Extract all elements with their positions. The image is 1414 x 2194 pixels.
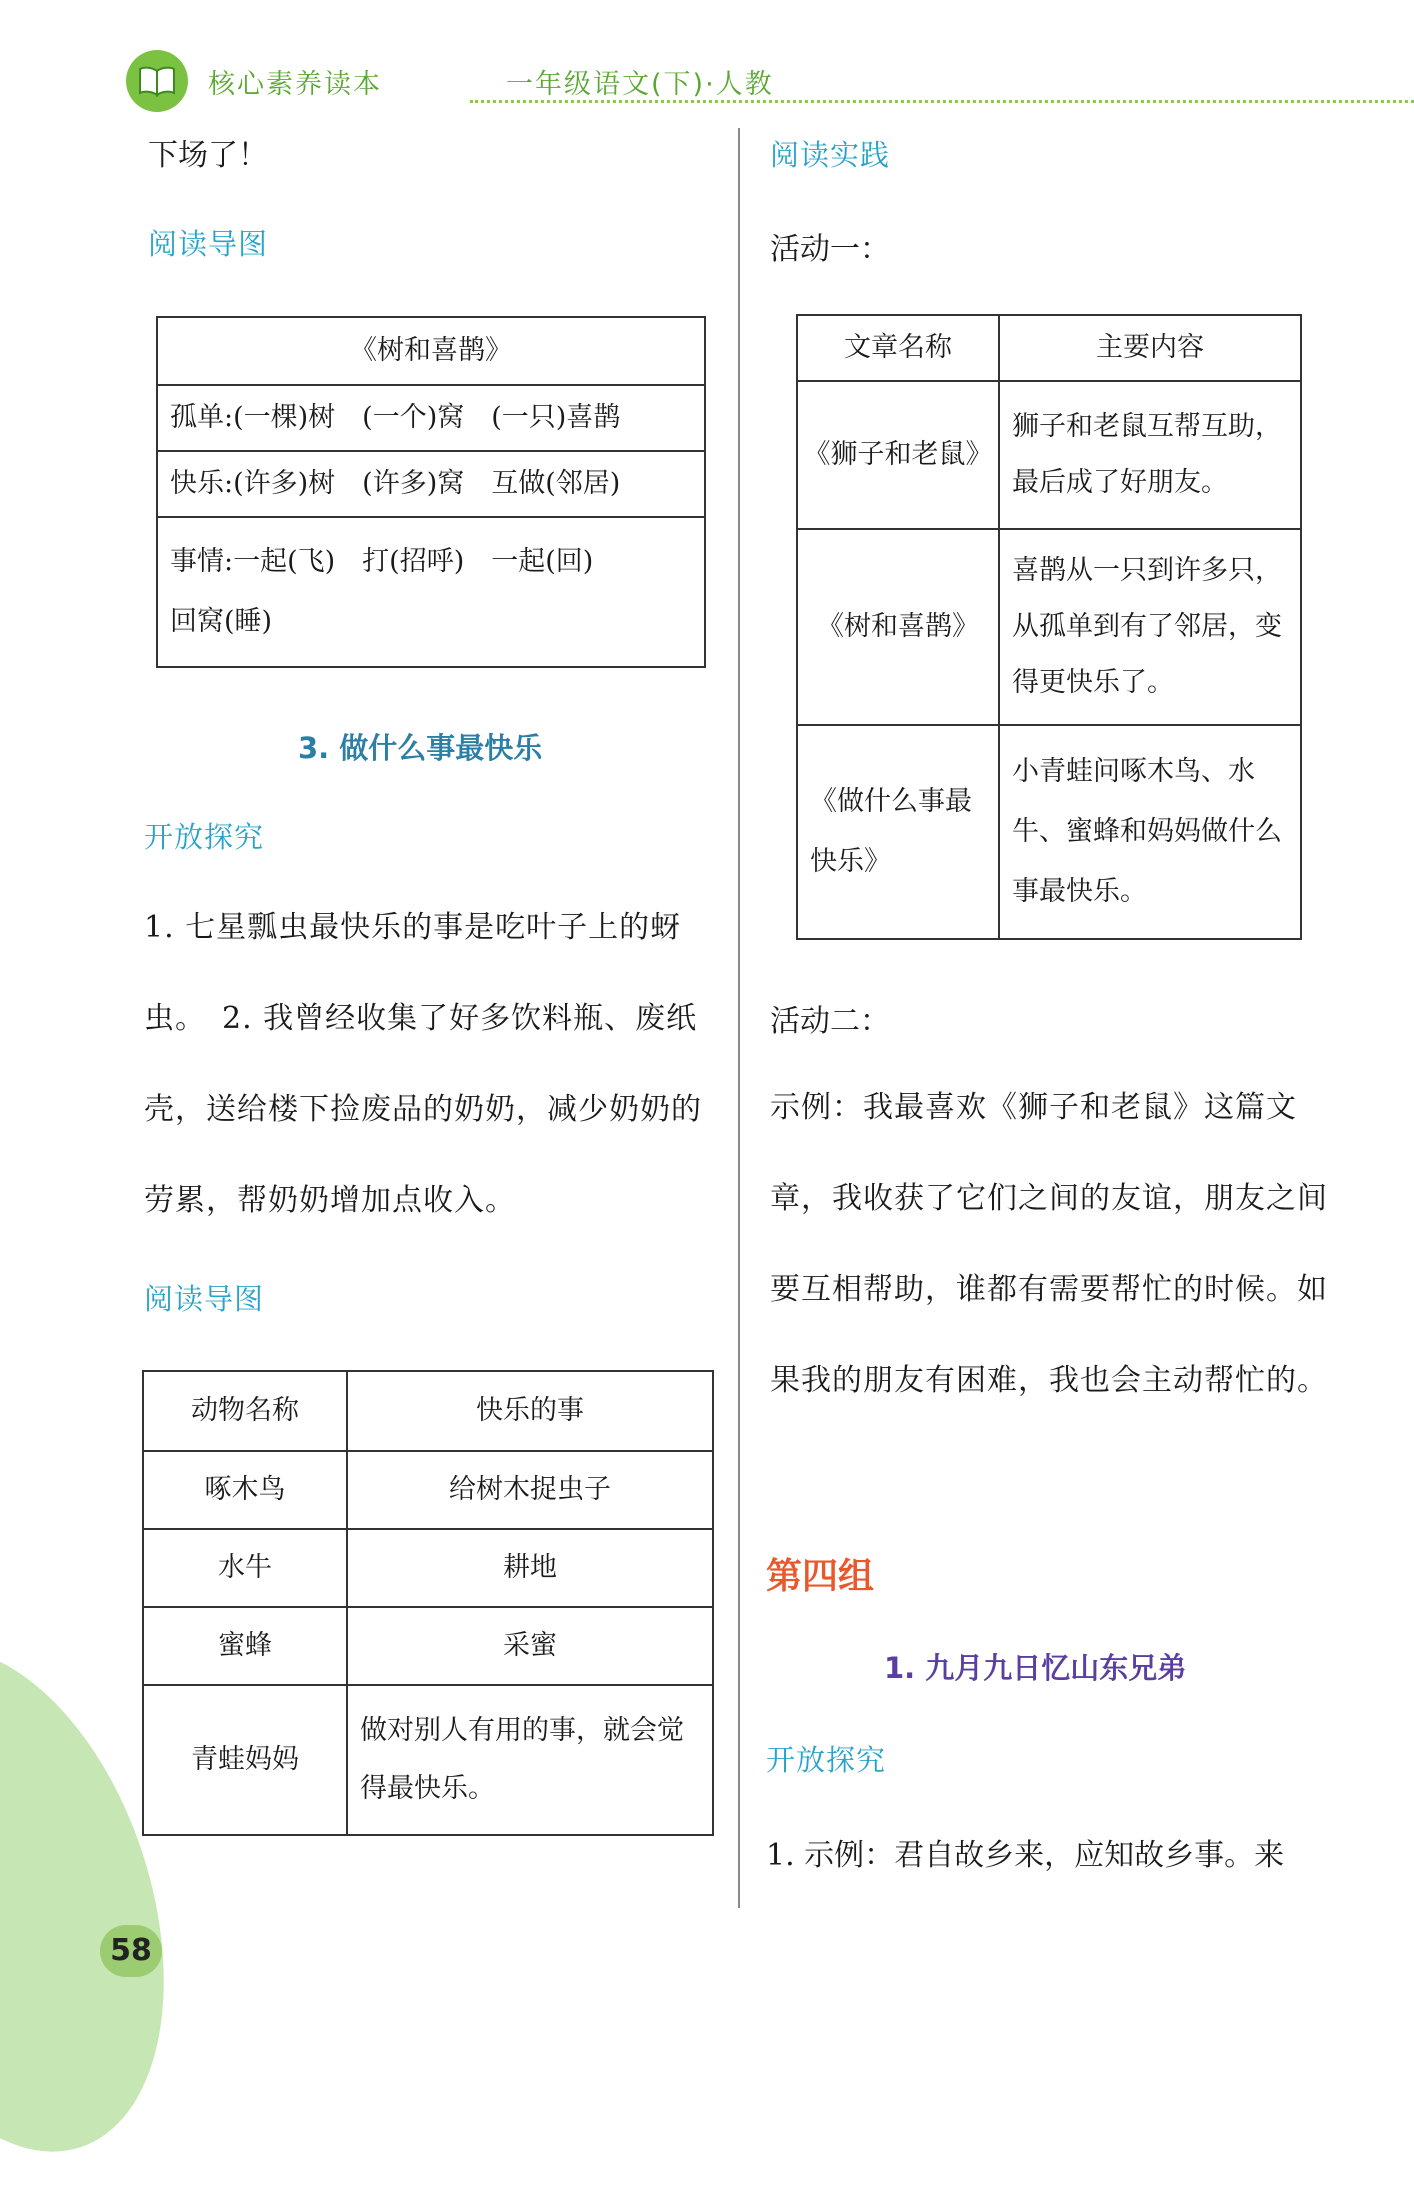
table-row: 孤单:(一棵)树 (一个)窝 (一只)喜鹊 — [157, 385, 705, 451]
article-title-cell: 《狮子和老鼠》 — [797, 381, 999, 529]
joy-cell: 耕地 — [347, 1529, 713, 1607]
open-explore-text-right: 1. 示例：君自故乡来，应知故乡事。来 — [766, 1838, 1285, 1873]
joy-cell: 做对别人有用的事，就会觉得最快乐。 — [347, 1685, 713, 1835]
article-content-cell: 小青蛙问啄木鸟、水牛、蜜蜂和妈妈做什么事最快乐。 — [999, 725, 1301, 939]
animal-cell: 啄木鸟 — [143, 1451, 347, 1529]
article-title-cell: 《做什么事最快乐》 — [797, 725, 999, 939]
col-header-title: 文章名称 — [797, 315, 999, 381]
animal-cell: 蜜蜂 — [143, 1607, 347, 1685]
book-icon — [138, 65, 176, 97]
activity-two-label: 活动二： — [770, 1004, 890, 1039]
header-dotted-rule — [470, 100, 1414, 103]
reading-practice-heading: 阅读实践 — [770, 138, 891, 172]
lesson-title: 3. 做什么事最快乐 — [298, 731, 543, 765]
article-title-cell: 《树和喜鹊》 — [797, 529, 999, 725]
reading-map-table-1 — [156, 316, 706, 668]
book-title: 核心素养读本 — [208, 69, 382, 100]
col-header-joy: 快乐的事 — [347, 1371, 713, 1451]
joy-cell: 采蜜 — [347, 1607, 713, 1685]
row-line: 事情:一起(飞) 打(招呼) 一起(回) — [170, 546, 594, 577]
col-header-animal: 动物名称 — [143, 1371, 347, 1451]
col-header-content: 主要内容 — [999, 315, 1301, 381]
open-explore-text: 1. 七星瓢虫最快乐的事是吃叶子上的蚜虫。 2. 我曾经收集了好多饮料瓶、废纸壳，送给楼下捡废品的奶奶，减少奶奶的劳累，帮奶奶增加点收入。 — [144, 910, 702, 1218]
article-summary-table — [796, 314, 1302, 940]
open-explore-heading-right: 开放探究 — [766, 1743, 887, 1777]
intro-tail: 下场了！ — [148, 138, 268, 173]
joy-cell: 给树木捉虫子 — [347, 1451, 713, 1529]
row-line: 回窝(睡) — [170, 606, 273, 637]
table-title: 《树和喜鹊》 — [157, 317, 705, 385]
column-divider — [738, 128, 740, 1908]
reading-map-heading: 阅读导图 — [148, 227, 269, 261]
reading-map-table-2 — [142, 1370, 714, 1836]
table-row — [157, 517, 705, 667]
article-content-cell: 喜鹊从一只到许多只，从孤单到有了邻居，变得更快乐了。 — [999, 529, 1301, 725]
activity-one-label: 活动一： — [770, 232, 890, 267]
group-four-heading: 第四组 — [766, 1556, 875, 1597]
lesson-one-title: 1. 九月九日忆山东兄弟 — [884, 1651, 1187, 1685]
open-explore-heading: 开放探究 — [144, 820, 265, 854]
animal-cell: 青蛙妈妈 — [143, 1685, 347, 1835]
book-logo — [126, 50, 188, 112]
subject-label: 一年级语文(下)·人教 — [506, 69, 774, 100]
page-number: 58 — [100, 1925, 162, 1977]
reading-map-heading-2: 阅读导图 — [144, 1282, 265, 1316]
table-row: 快乐:(许多)树 (许多)窝 互做(邻居) — [157, 451, 705, 517]
animal-cell: 水牛 — [143, 1529, 347, 1607]
article-content-cell: 狮子和老鼠互帮互助，最后成了好朋友。 — [999, 381, 1301, 529]
activity-two-text: 示例：我最喜欢《狮子和老鼠》这篇文章，我收获了它们之间的友谊，朋友之间要互相帮助，谁都有需要帮忙的时候。如果我的朋友有困难，我也会主动帮忙的。 — [770, 1090, 1328, 1398]
